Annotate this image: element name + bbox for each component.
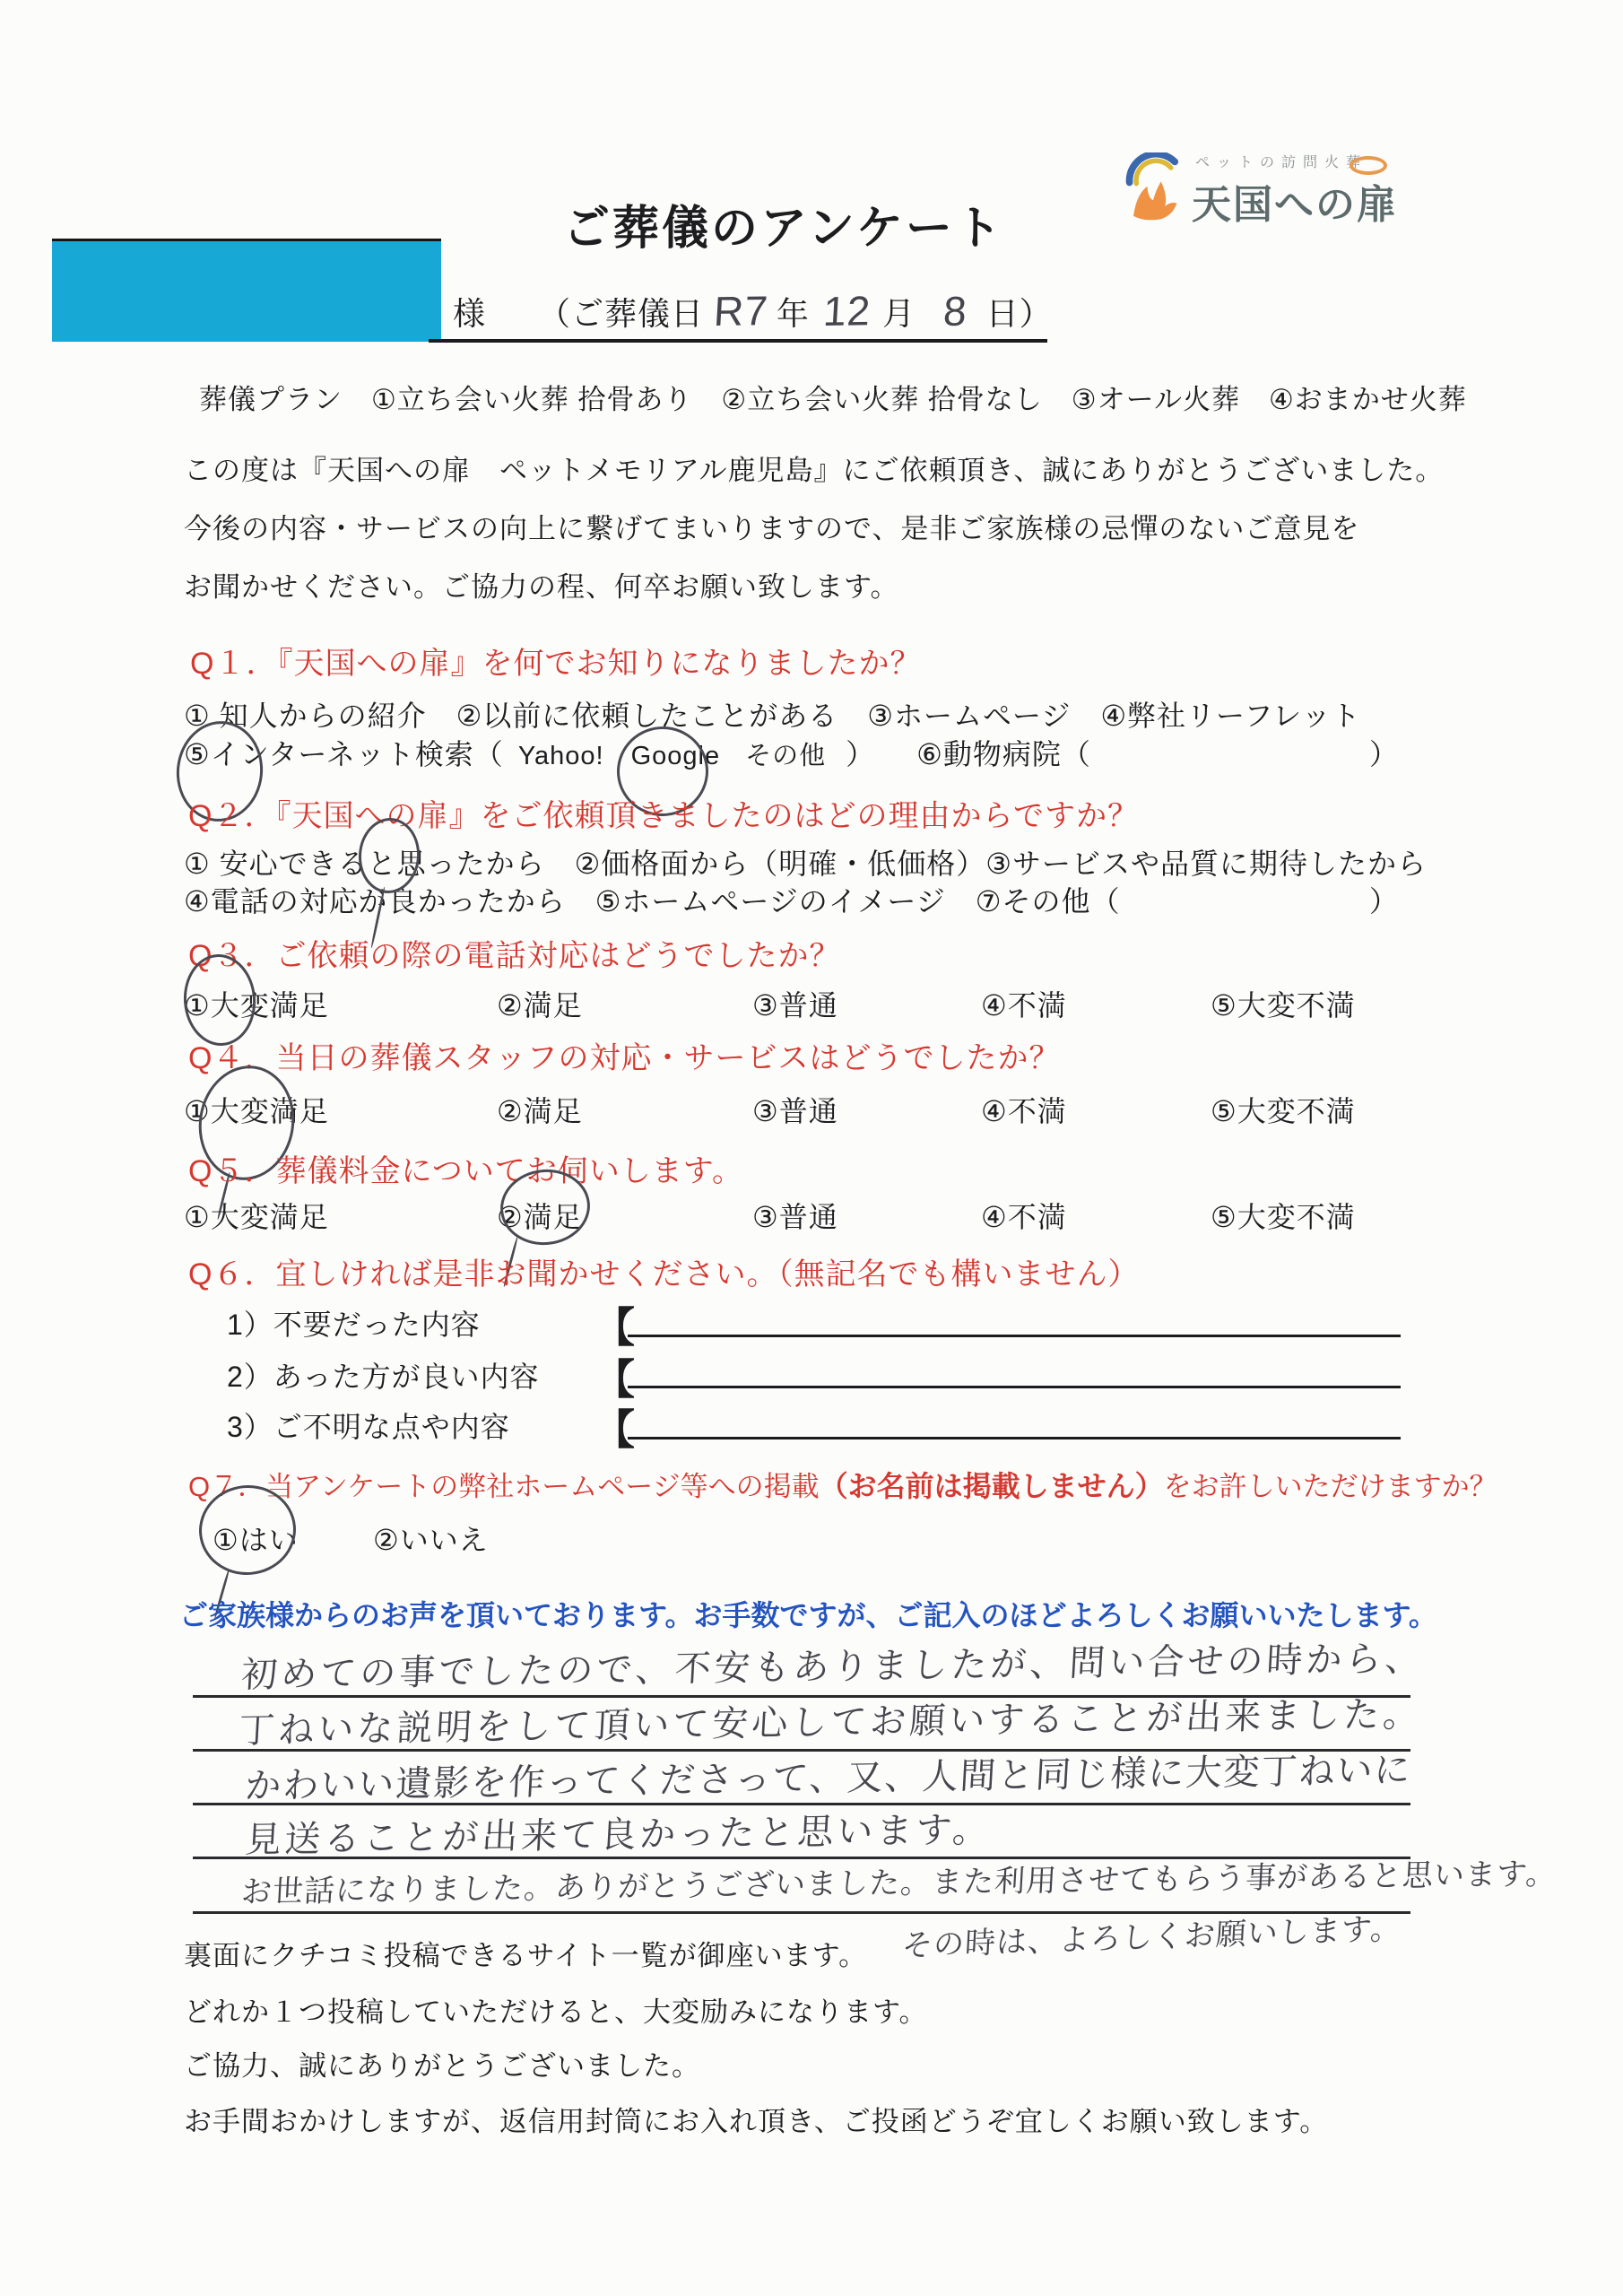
logo-brand-text: 天国への扉 xyxy=(1192,183,1398,227)
year-suffix: 年 xyxy=(776,295,810,332)
name-date-line xyxy=(453,289,1053,335)
q6-row2-bracket: 【 xyxy=(594,1356,636,1403)
handwritten-era-year: R7 xyxy=(712,287,770,335)
q1-engine-google: Google xyxy=(630,742,721,770)
q5-option-1: ①大変満足 xyxy=(184,1201,329,1233)
q5-option-3: ③普通 xyxy=(752,1201,838,1233)
handwritten-comment-line1: 初めての事でしたので、不安もありましたが、問い合せの時から、 xyxy=(240,1639,1426,1695)
q6-row1-answer-line xyxy=(628,1302,1401,1337)
q2-heading: Q２．『天国への扉』をご依頼頂きましたのはどの理由からですか？ xyxy=(188,799,1140,833)
q6-row3-answer-line xyxy=(628,1405,1401,1439)
feedback-prompt: ご家族様からのお声を頂いております。お手数ですが、ご記入のほどよろしくお願いいたします。 xyxy=(179,1599,1437,1631)
q1-options-line1: ① 知人からの紹介 ②以前に依頼したことがある ③ホームページ ④弊社リーフレット xyxy=(184,700,1361,732)
honorific-label: 様 xyxy=(453,295,487,332)
funeral-plan-line: 葬儀プラン ①立ち会い火葬 拾骨あり ②立ち会い火葬 拾骨なし ③オール火葬 ④おまかせ火葬 xyxy=(199,384,1467,415)
q5-option-4: ④不満 xyxy=(981,1201,1067,1233)
q5-heading: Q５．葬儀料金についてお伺いします。 xyxy=(188,1154,744,1188)
q2-options-line1: ① 安心できると思ったから ②価格面から（明確・低価格）③サービスや品質に期待したから xyxy=(184,848,1427,880)
q2-options-line2-text: ④電話の対応が良かったから ⑤ホームページのイメージ ⑦その他（ xyxy=(184,885,1121,918)
q3-option-4: ④不満 xyxy=(981,989,1067,1022)
q4-heading: Q４．当日の葬儀スタッフの対応・サービスはどうでしたか？ xyxy=(188,1041,1061,1075)
q4-option-1: ①大変満足 xyxy=(184,1095,329,1127)
q1-hospital-paren-close: ） xyxy=(1368,738,1399,770)
name-redaction-box xyxy=(52,239,441,342)
intro-line-1: この度は『天国への扉 ペットメモリアル鹿児島』にご依頼頂き、誠にありがとうございました。 xyxy=(184,455,1445,486)
footer-line-2: どれか１つ投稿していただけると、大変励みになります。 xyxy=(184,1996,928,2028)
q7-heading xyxy=(188,1464,1497,1505)
handwritten-comment-line6: その時は、よろしくお願いします。 xyxy=(901,1911,1403,1963)
q4-option-3: ③普通 xyxy=(752,1095,838,1127)
q7-option-no: ②いいえ xyxy=(373,1524,489,1556)
q7-heading-pre: Q７．当アンケートの弊社ホームページ等への掲載 xyxy=(188,1471,820,1502)
q6-row2-label: 2）あった方が良い内容 xyxy=(227,1361,540,1393)
handwritten-day: 8 xyxy=(942,287,969,335)
q4-option-4: ④不満 xyxy=(981,1095,1067,1127)
handwritten-month: 12 xyxy=(821,287,872,335)
q1-engine-other: その他 xyxy=(745,742,827,770)
q1-heading: Q１．『天国への扉』を何でお知りになりましたか？ xyxy=(190,647,922,681)
handwritten-comment-line3: かわいい遺影を作ってくださって、又、人間と同じ様に大変丁ねいに xyxy=(244,1750,1413,1806)
q3-option-1: ①大変満足 xyxy=(184,989,329,1022)
q4-option-5: ⑤大変不満 xyxy=(1211,1095,1356,1127)
logo-flame-icon xyxy=(1124,152,1183,222)
month-suffix: 月 xyxy=(882,295,916,332)
logo-tagline: ペットの訪問火葬 xyxy=(1195,155,1368,170)
q3-option-5: ⑤大変不満 xyxy=(1211,989,1356,1022)
q1-option5-label: ⑤インターネット検索（ xyxy=(184,738,504,770)
q6-row2-answer-line xyxy=(628,1353,1401,1388)
funeral-date-label: （ご葬儀日 xyxy=(538,295,705,332)
q6-heading: Q６．宜しければ是非お聞かせください。（無記名でも構いません） xyxy=(188,1257,1140,1292)
handwritten-comment-line5: お世話になりました。ありがとうございました。また利用させてもらう事があると思います。 xyxy=(240,1857,1558,1909)
handwritten-comment-line4: 見送ることが出来て良かったと思います。 xyxy=(244,1810,994,1860)
footer-line-1: 裏面にクチコミ投稿できるサイト一覧が御座います。 xyxy=(184,1940,868,1971)
q1-engine-yahoo: Yahoo! xyxy=(517,742,604,770)
q2-other-paren-close: ） xyxy=(1368,885,1399,918)
footer-line-4: お手間おかけしますが、返信用封筒にお入れ頂き、ご投函どうぞ宜しくお願い致します。 xyxy=(184,2106,1329,2137)
q5-option-5: ⑤大変不満 xyxy=(1211,1201,1356,1233)
q5-options-row xyxy=(0,1195,1623,1239)
day-suffix: 日） xyxy=(985,295,1053,332)
q2-options-line2 xyxy=(184,879,1399,920)
page-title: ご葬儀のアンケート xyxy=(563,203,1004,255)
q6-row1-bracket: 【 xyxy=(594,1304,636,1351)
q1-paren-close: ） xyxy=(846,738,876,770)
q5-option-2: ②満足 xyxy=(497,1201,583,1233)
logo-halo-icon xyxy=(1350,156,1387,175)
intro-line-2: 今後の内容・サービスの向上に繋げてまいりますので、是非ご家族様の忌憚のないご意見を xyxy=(184,513,1360,544)
q4-option-2: ②満足 xyxy=(497,1095,583,1127)
q6-row3-label: 3）ご不明な点や内容 xyxy=(227,1411,510,1443)
q6-row1-label: 1）不要だった内容 xyxy=(227,1309,481,1341)
company-logo xyxy=(1124,147,1419,228)
q3-heading: Q３．ご依頼の際の電話対応はどうでしたか？ xyxy=(188,939,841,973)
q7-heading-bold: （お名前は掲載しません） xyxy=(819,1470,1164,1502)
q7-option-yes: ①はい xyxy=(213,1524,299,1556)
intro-paragraph xyxy=(184,441,1444,616)
handwritten-comment-line2: 丁ねいな説明をして頂いて安心してお願いすることが出来ました。 xyxy=(238,1694,1424,1751)
q7-heading-post: をお許しいただけますか？ xyxy=(1163,1471,1497,1502)
intro-line-3: お聞かせください。ご協力の程、何卒お願い致します。 xyxy=(184,571,899,603)
q1-options-line2 xyxy=(184,732,1399,773)
footer-line-3: ご協力、誠にありがとうございました。 xyxy=(184,2050,700,2082)
q3-option-3: ③普通 xyxy=(752,989,838,1022)
q3-option-2: ②満足 xyxy=(497,989,583,1022)
name-line-underline xyxy=(429,339,1047,343)
q1-option6-label: ⑥動物病院（ xyxy=(916,738,1091,770)
q6-row3-bracket: 【 xyxy=(594,1406,636,1453)
